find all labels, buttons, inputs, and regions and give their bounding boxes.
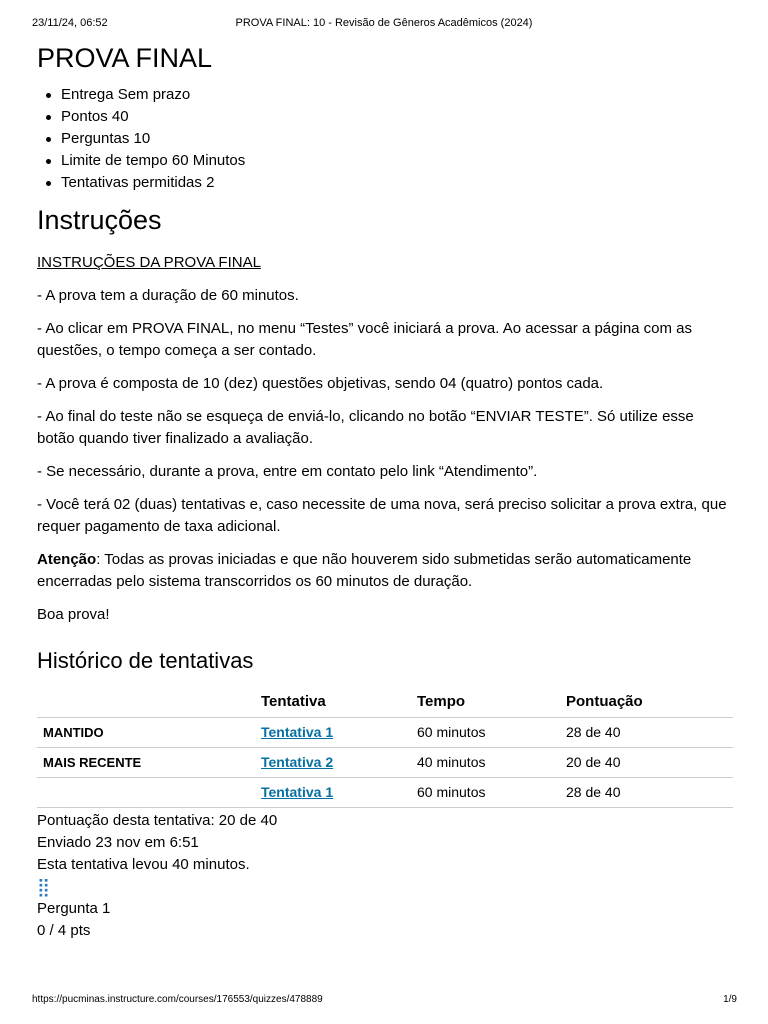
quiz-content [37, 40, 733, 942]
attempt-submitted: Enviado 23 nov em 6:51 [37, 833, 199, 851]
instruction-paragraph: - Ao final do teste não se esqueça de enviá-lo, clicando no botão “ENVIAR TESTE”. Só utilize esse botão quando tiver finalizado a avaliação. [37, 408, 694, 447]
column-header-attempt: Tentativa [261, 687, 417, 717]
column-header-time: Tempo [417, 687, 566, 717]
attempt-score: 20 de 40 [566, 747, 733, 777]
print-page-number: 1/9 [723, 994, 737, 1005]
instruction-paragraph: - A prova tem a duração de 60 minutos. [37, 287, 299, 304]
attempt-status [37, 777, 261, 807]
instruction-paragraph: - Ao clicar em PROVA FINAL, no menu “Testes” você iniciará a prova. Ao acessar a página com as questões, o tempo começa a ser contado. [37, 320, 693, 359]
detail-due: Entrega Sem prazo [37, 84, 733, 106]
attention-text: : Todas as provas iniciadas e que não houverem sido submetidas serão automaticamente encerradas pelo sistema transcorridos os 60 minutos de duração. [37, 551, 692, 590]
attention-paragraph [37, 549, 733, 593]
attempt-status: MANTIDO [37, 717, 261, 747]
attempt-link[interactable]: Tentativa 1 [261, 724, 334, 740]
attempt-duration: Esta tentativa levou 40 minutos. [37, 855, 250, 873]
detail-questions: Perguntas 10 [37, 128, 733, 150]
print-doc-title: PROVA FINAL: 10 - Revisão de Gêneros Acadêmicos (2024) [235, 17, 533, 29]
attempt-score: 28 de 40 [566, 777, 733, 807]
instructions-title: Instruções [37, 205, 162, 235]
instruction-paragraph: - Você terá 02 (duas) tentativas e, caso necessite de uma nova, será preciso solicitar a prova extra, que requer pagamento de taxa adicional. [37, 496, 727, 535]
question-points: 0 / 4 pts [37, 921, 91, 939]
table-row [37, 717, 733, 747]
column-header-status [37, 687, 261, 717]
drag-handle-icon[interactable]: ⣿ [37, 876, 49, 897]
page-title: PROVA FINAL [37, 43, 213, 73]
column-header-score: Pontuação [566, 687, 733, 717]
print-url: https://pucminas.instructure.com/courses/176553/quizzes/478889 [32, 994, 323, 1005]
attempt-status: MAIS RECENTE [37, 747, 261, 777]
attempt-history-table [37, 687, 733, 808]
attempt-summary [37, 810, 733, 942]
instructions-heading: INSTRUÇÕES DA PROVA FINAL [37, 254, 261, 271]
question-label: Pergunta 1 [37, 899, 111, 917]
attempt-time: 60 minutos [417, 717, 566, 747]
detail-points: Pontos 40 [37, 106, 733, 128]
print-footer [0, 994, 768, 1008]
instruction-paragraph: - Se necessário, durante a prova, entre em contato pelo link “Atendimento”. [37, 463, 538, 480]
closing-text: Boa prova! [37, 606, 110, 623]
attempt-time: 40 minutos [417, 747, 566, 777]
quiz-details-list [37, 84, 733, 194]
attempt-score-summary: Pontuação desta tentativa: 20 de 40 [37, 811, 278, 829]
table-header-row [37, 687, 733, 717]
history-title: Histórico de tentativas [37, 648, 254, 673]
print-datetime: 23/11/24, 06:52 [32, 17, 108, 29]
attempt-time: 60 minutos [417, 777, 566, 807]
instruction-paragraph: - A prova é composta de 10 (dez) questões objetivas, sendo 04 (quatro) pontos cada. [37, 375, 604, 392]
attempt-link[interactable]: Tentativa 1 [261, 784, 334, 800]
detail-time-limit: Limite de tempo 60 Minutos [37, 150, 733, 172]
attempt-score: 28 de 40 [566, 717, 733, 747]
table-row [37, 777, 733, 807]
attention-label: Atenção [37, 551, 97, 568]
table-row [37, 747, 733, 777]
detail-attempts: Tentativas permitidas 2 [37, 172, 733, 194]
print-header [0, 17, 768, 31]
attempt-link[interactable]: Tentativa 2 [261, 754, 334, 770]
